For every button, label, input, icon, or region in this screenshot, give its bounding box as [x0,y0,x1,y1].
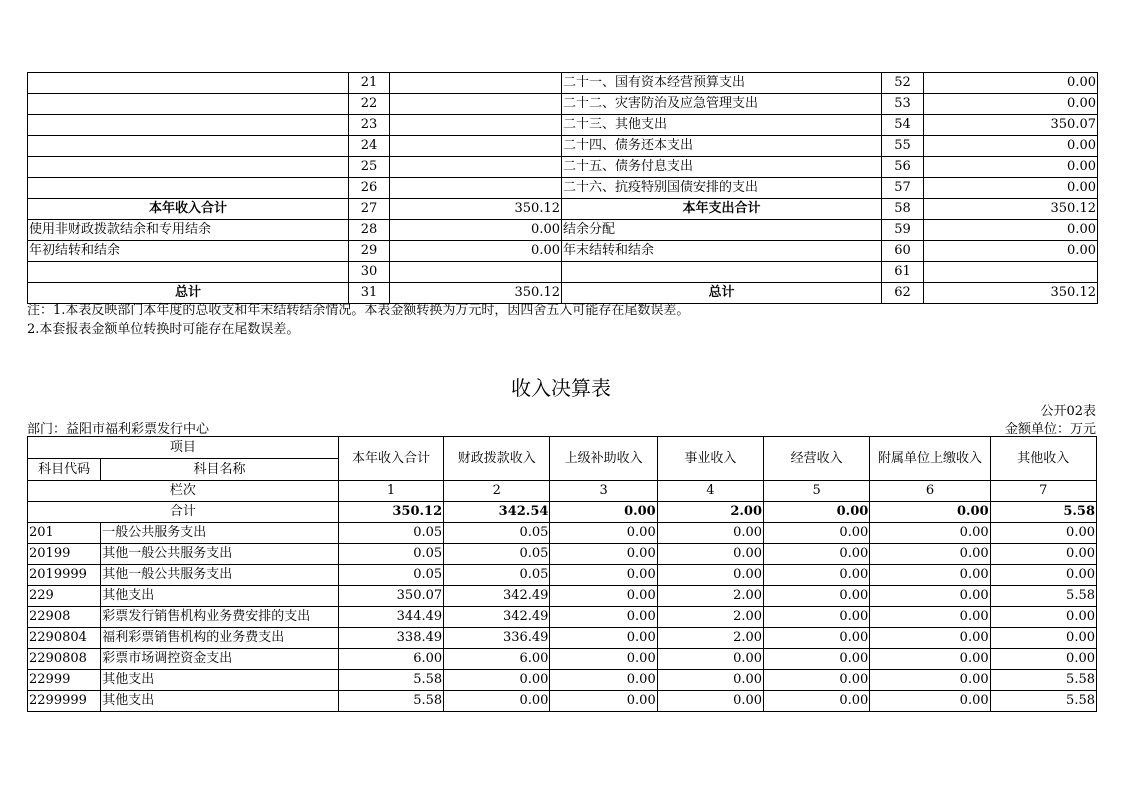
income-row-number: 30 [349,262,390,283]
amount-cell: 0.00 [550,523,657,544]
amount-cell: 0.00 [550,649,657,670]
amount-cell: 0.00 [870,628,990,649]
amount-cell: 0.00 [444,670,550,691]
amount-cell: 0.00 [990,565,1096,586]
amount-cell: 5.58 [990,691,1096,712]
table-row [28,691,1097,712]
expense-row-number: 55 [882,136,924,157]
income-item-label [28,136,349,157]
expense-row-number: 62 [882,283,924,304]
amount-cell: 0.00 [764,649,870,670]
expense-item-label: 结余分配 [562,220,882,241]
income-row-number: 25 [349,157,390,178]
amount-cell: 0.05 [338,523,443,544]
column-number: 6 [870,481,990,502]
expense-item-label [562,262,882,283]
expense-item-label: 总计 [562,283,882,304]
income-item-label [28,94,349,115]
expense-row-number: 58 [882,199,924,220]
total-value: 0.00 [870,502,990,523]
income-item-label: 使用非财政拨款结余和专用结余 [28,220,349,241]
table-row [28,544,1097,565]
amount-cell: 342.49 [444,586,550,607]
expense-item-label: 二十二、灾害防治及应急管理支出 [562,94,882,115]
amount-cell: 2.00 [657,628,763,649]
table-row [28,586,1097,607]
total-value: 5.58 [990,502,1096,523]
income-amount: 0.00 [390,220,562,241]
amount-cell: 0.00 [764,628,870,649]
amount-cell: 0.00 [990,607,1096,628]
income-amount [390,178,562,199]
amount-cell: 0.00 [764,565,870,586]
expense-amount: 350.12 [924,283,1098,304]
summary-row [28,178,1098,199]
subject-name: 其他支出 [101,670,339,691]
header-item: 项目 [28,437,339,459]
total-value: 342.54 [444,502,550,523]
amount-cell: 342.49 [444,607,550,628]
total-value: 0.00 [550,502,657,523]
header-row-1 [28,437,1097,459]
amount-cell: 344.49 [338,607,443,628]
income-amount [390,73,562,94]
subject-name: 其他支出 [101,586,339,607]
amount-cell: 0.00 [444,691,550,712]
income-item-label [28,115,349,136]
expense-row-number: 54 [882,115,924,136]
expense-item-label: 二十一、国有资本经营预算支出 [562,73,882,94]
expense-amount: 350.07 [924,115,1098,136]
header-col-5: 经营收入 [764,437,870,481]
amount-cell: 350.07 [338,586,443,607]
amount-cell: 2.00 [657,607,763,628]
summary-table [27,72,1098,304]
income-item-label [28,73,349,94]
column-number: 2 [444,481,550,502]
expense-amount: 0.00 [924,241,1098,262]
expense-item-label: 年末结转和结余 [562,241,882,262]
income-item-label: 年初结转和结余 [28,241,349,262]
amount-cell: 0.00 [990,628,1096,649]
table-row [28,670,1097,691]
amount-cell: 0.00 [870,523,990,544]
summary-row [28,136,1098,157]
income-row-number: 22 [349,94,390,115]
header-col-6: 附属单位上缴收入 [870,437,990,481]
income-item-label: 本年收入合计 [28,199,349,220]
amount-cell: 0.00 [870,565,990,586]
amount-cell: 0.00 [990,523,1096,544]
expense-amount: 350.12 [924,199,1098,220]
income-row-number: 26 [349,178,390,199]
amount-cell: 0.00 [657,544,763,565]
expense-item-label: 二十三、其他支出 [562,115,882,136]
table-row [28,565,1097,586]
expense-amount: 0.00 [924,94,1098,115]
unit-label: 金额单位：万元 [1004,422,1096,437]
amount-cell: 0.00 [657,691,763,712]
header-name: 科目名称 [101,459,339,481]
department-label: 部门：益阳市福利彩票发行中心 [27,422,210,437]
column-number: 5 [764,481,870,502]
income-amount: 0.00 [390,241,562,262]
summary-row [28,157,1098,178]
summary-row [28,73,1098,94]
total-value: 0.00 [764,502,870,523]
amount-cell: 0.05 [444,565,550,586]
expense-amount: 0.00 [924,178,1098,199]
subject-code: 2290804 [28,628,101,649]
amount-cell: 0.00 [764,544,870,565]
amount-cell: 5.58 [338,670,443,691]
column-number-row [28,481,1097,502]
subject-code: 22999 [28,670,101,691]
income-row-number: 21 [349,73,390,94]
income-amount: 350.12 [390,283,562,304]
table-row [28,523,1097,544]
expense-amount: 0.00 [924,136,1098,157]
subject-code: 22908 [28,607,101,628]
amount-cell: 338.49 [338,628,443,649]
subject-name: 一般公共服务支出 [101,523,339,544]
subject-name: 福利彩票销售机构的业务费支出 [101,628,339,649]
subject-code: 20199 [28,544,101,565]
amount-cell: 0.05 [444,523,550,544]
amount-cell: 0.00 [870,670,990,691]
amount-cell: 6.00 [444,649,550,670]
income-amount [390,115,562,136]
income-amount: 350.12 [390,199,562,220]
amount-cell: 0.00 [870,691,990,712]
amount-cell: 0.00 [764,607,870,628]
amount-cell: 0.00 [550,607,657,628]
expense-row-number: 53 [882,94,924,115]
income-row-number: 23 [349,115,390,136]
subject-code: 2290808 [28,649,101,670]
amount-cell: 6.00 [338,649,443,670]
header-col-3: 上级补助收入 [550,437,657,481]
income-amount [390,136,562,157]
amount-cell: 0.00 [657,523,763,544]
income-item-label [28,262,349,283]
subject-name: 彩票市场调控资金支出 [101,649,339,670]
income-row-number: 27 [349,199,390,220]
expense-amount: 0.00 [924,73,1098,94]
amount-cell: 0.00 [550,691,657,712]
column-number: 7 [990,481,1096,502]
table-row [28,607,1097,628]
amount-cell: 336.49 [444,628,550,649]
summary-row [28,94,1098,115]
header-col-2: 财政拨款收入 [444,437,550,481]
column-number: 1 [338,481,443,502]
total-label: 合计 [28,502,339,523]
amount-cell: 2.00 [657,586,763,607]
amount-cell: 0.00 [870,586,990,607]
total-row [28,502,1097,523]
amount-cell: 0.00 [870,544,990,565]
subject-name: 其他支出 [101,691,339,712]
subject-code: 229 [28,586,101,607]
expense-amount: 0.00 [924,220,1098,241]
subject-code: 2299999 [28,691,101,712]
expense-row-number: 56 [882,157,924,178]
header-col-7: 其他收入 [990,437,1096,481]
expense-row-number: 59 [882,220,924,241]
expense-item-label: 二十五、债务付息支出 [562,157,882,178]
income-amount [390,157,562,178]
amount-cell: 0.05 [338,544,443,565]
expense-amount: 0.00 [924,157,1098,178]
subject-name: 其他一般公共服务支出 [101,544,339,565]
income-item-label [28,178,349,199]
form-number: 公开02表 [1040,404,1096,419]
amount-cell: 0.00 [990,649,1096,670]
income-row-number: 31 [349,283,390,304]
column-number: 3 [550,481,657,502]
total-value: 2.00 [657,502,763,523]
note-line-1: 注：1.本表反映部门本年度的总收支和年末结转结余情况。本表金额转换为万元时，因四舍五入可能存在尾数误差。 [27,303,690,318]
summary-row [28,199,1098,220]
summary-row [28,115,1098,136]
subject-name: 其他一般公共服务支出 [101,565,339,586]
summary-row [28,262,1098,283]
amount-cell: 0.00 [550,586,657,607]
amount-cell: 0.00 [550,544,657,565]
expense-item-label: 二十四、债务还本支出 [562,136,882,157]
subject-code: 201 [28,523,101,544]
amount-cell: 0.00 [550,670,657,691]
amount-cell: 0.00 [657,649,763,670]
amount-cell: 0.00 [764,691,870,712]
amount-cell: 0.00 [550,628,657,649]
amount-cell: 5.58 [990,586,1096,607]
amount-cell: 0.05 [444,544,550,565]
header-col-4: 事业收入 [657,437,763,481]
income-table [27,436,1097,712]
expense-item-label: 本年支出合计 [562,199,882,220]
amount-cell: 0.00 [657,670,763,691]
income-row-number: 28 [349,220,390,241]
table-row [28,649,1097,670]
subject-name: 彩票发行销售机构业务费安排的支出 [101,607,339,628]
subject-code: 2019999 [28,565,101,586]
header-lanci: 栏次 [28,481,339,502]
income-item-label [28,157,349,178]
header-col-1: 本年收入合计 [338,437,443,481]
amount-cell: 5.58 [338,691,443,712]
income-row-number: 29 [349,241,390,262]
amount-cell: 0.00 [657,565,763,586]
expense-row-number: 61 [882,262,924,283]
header-code: 科目代码 [28,459,101,481]
amount-cell: 0.00 [764,523,870,544]
note-line-2: 2.本套报表金额单位转换时可能存在尾数误差。 [27,322,300,337]
amount-cell: 0.00 [870,607,990,628]
expense-row-number: 60 [882,241,924,262]
expense-row-number: 52 [882,73,924,94]
expense-item-label: 二十六、抗疫特别国债安排的支出 [562,178,882,199]
total-value: 350.12 [338,502,443,523]
column-number: 4 [657,481,763,502]
summary-row [28,283,1098,304]
table-row [28,628,1097,649]
income-row-number: 24 [349,136,390,157]
amount-cell: 0.00 [550,565,657,586]
amount-cell: 5.58 [990,670,1096,691]
expense-amount [924,262,1098,283]
amount-cell: 0.00 [764,670,870,691]
expense-row-number: 57 [882,178,924,199]
summary-row [28,241,1098,262]
income-amount [390,262,562,283]
amount-cell: 0.05 [338,565,443,586]
table-title: 收入决算表 [511,376,611,400]
amount-cell: 0.00 [990,544,1096,565]
amount-cell: 0.00 [870,649,990,670]
summary-row [28,220,1098,241]
income-amount [390,94,562,115]
amount-cell: 0.00 [764,586,870,607]
income-item-label: 总计 [28,283,349,304]
